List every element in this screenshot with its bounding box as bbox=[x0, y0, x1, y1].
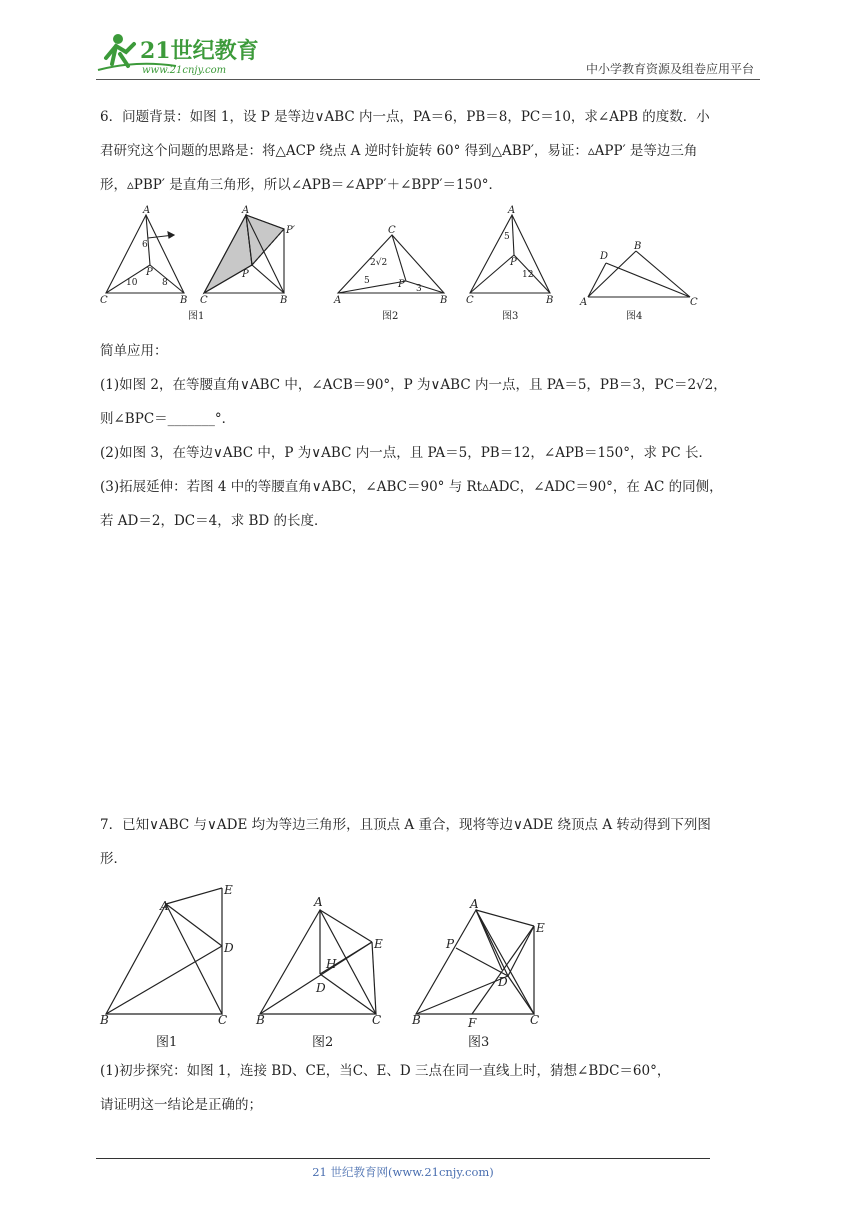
svg-text:B: B bbox=[180, 295, 188, 306]
svg-text:B: B bbox=[100, 1013, 109, 1027]
svg-text:D: D bbox=[498, 975, 508, 989]
svg-text:8: 8 bbox=[162, 278, 168, 288]
header-divider bbox=[96, 79, 760, 80]
svg-text:2√2: 2√2 bbox=[370, 258, 388, 268]
svg-text:A: A bbox=[508, 205, 516, 216]
svg-text:P: P bbox=[242, 269, 249, 280]
svg-text:B: B bbox=[546, 295, 554, 306]
svg-text:B: B bbox=[634, 241, 642, 252]
svg-text:B: B bbox=[256, 1013, 265, 1027]
svg-text:图3: 图3 bbox=[502, 311, 519, 322]
q7-figure-3 bbox=[411, 897, 545, 1050]
svg-text:C: C bbox=[388, 225, 396, 236]
svg-text:6: 6 bbox=[142, 240, 148, 250]
svg-text:P: P bbox=[446, 937, 455, 951]
q6-line1: 6．问题背景：如图 1，设 P 是等边∨ABC 内一点，PA＝6，PB＝8，PC＝10，求∠APB 的度数．小 bbox=[100, 109, 710, 125]
svg-text:www.21cnjy.com: www.21cnjy.com bbox=[142, 65, 227, 76]
svg-text:P′: P′ bbox=[286, 225, 295, 236]
q6-figure-1 bbox=[100, 205, 204, 322]
svg-text:C: C bbox=[690, 297, 698, 308]
svg-text:E: E bbox=[224, 883, 233, 897]
svg-text:5: 5 bbox=[364, 276, 370, 286]
q6-figure-2 bbox=[200, 205, 296, 306]
q6-figure-5 bbox=[579, 241, 698, 322]
q7-figures bbox=[96, 874, 556, 1054]
svg-text:图1: 图1 bbox=[188, 311, 205, 322]
svg-text:D: D bbox=[600, 251, 609, 262]
svg-text:图1: 图1 bbox=[156, 1035, 178, 1050]
svg-text:C: C bbox=[372, 1013, 382, 1027]
svg-text:B: B bbox=[440, 295, 448, 306]
q7-line2: 形． bbox=[100, 851, 127, 867]
svg-text:B: B bbox=[412, 1013, 421, 1027]
svg-text:P: P bbox=[146, 267, 153, 278]
svg-text:C: C bbox=[466, 295, 474, 306]
svg-text:C: C bbox=[530, 1013, 540, 1027]
svg-text:图3: 图3 bbox=[468, 1035, 490, 1050]
q7-line1: 7．已知∨ABC 与∨ADE 均为等边三角形，且顶点 A 重合，现将等边∨ADE 绕顶点 A 转动得到下列图 bbox=[100, 817, 711, 833]
svg-text:A: A bbox=[470, 897, 479, 911]
svg-text:A: A bbox=[143, 205, 151, 216]
footer-divider bbox=[96, 1158, 710, 1159]
svg-text:C: C bbox=[200, 295, 208, 306]
svg-text:H: H bbox=[326, 957, 337, 971]
svg-text:A: A bbox=[160, 899, 169, 913]
svg-text:21世纪教育: 21世纪教育 bbox=[140, 38, 259, 64]
q6-figures bbox=[96, 205, 716, 327]
q7-figure-1 bbox=[99, 883, 234, 1050]
q6-part1-line2: 则∠BPC＝_______°． bbox=[100, 411, 236, 427]
svg-text:C: C bbox=[100, 295, 108, 306]
svg-text:D: D bbox=[224, 941, 234, 955]
q7-part1-line1: (1)初步探究：如图 1，连接 BD、CE，当C、E、D 三点在同一直线上时，猜想∠BDC＝60°， bbox=[100, 1063, 671, 1079]
q7-figure-2 bbox=[255, 895, 383, 1050]
svg-text:5: 5 bbox=[504, 232, 510, 242]
q7-part1-line2: 请证明这一结论是正确的； bbox=[100, 1097, 262, 1113]
q6-figure-3 bbox=[333, 225, 447, 322]
svg-text:A: A bbox=[334, 295, 342, 306]
svg-text:D: D bbox=[316, 981, 326, 995]
svg-text:12: 12 bbox=[522, 270, 534, 280]
svg-text:E: E bbox=[536, 921, 545, 935]
svg-text:E: E bbox=[374, 937, 383, 951]
q6-part1-line1: (1)如图 2，在等腰直角∨ABC 中，∠ACB＝90°，P 为∨ABC 内一点，且 PA＝5，PB＝3，PC＝2√2， bbox=[100, 377, 727, 393]
svg-text:A: A bbox=[242, 205, 250, 216]
q6-part2: (2)如图 3，在等边∨ABC 中，P 为∨ABC 内一点，且 PA＝5，PB＝12，∠APB＝150°，求 PC 长． bbox=[100, 445, 712, 461]
svg-text:A: A bbox=[580, 297, 588, 308]
q6-line3: 形，▵PBP′ 是直角三角形，所以∠APB＝∠APP′＋∠BPP′＝150°． bbox=[100, 177, 503, 193]
q6-figure-4 bbox=[466, 205, 553, 322]
q6-line2: 君研究这个问题的思路是：将△ACP 绕点 A 逆时针旋转 60° 得到△ABP′，易证：▵APP′ 是等边三角 bbox=[100, 143, 698, 159]
svg-text:B: B bbox=[280, 295, 288, 306]
svg-text:P: P bbox=[398, 279, 405, 290]
svg-text:图2: 图2 bbox=[382, 311, 399, 322]
footer-text: 21 世纪教育网(www.21cnjy.com) bbox=[312, 1165, 494, 1179]
svg-text:F: F bbox=[468, 1016, 477, 1030]
page-header bbox=[96, 30, 760, 82]
svg-text:10: 10 bbox=[126, 278, 138, 288]
logo-21cnjy bbox=[96, 30, 266, 78]
svg-text:C: C bbox=[218, 1013, 228, 1027]
q6-part3-line1: (3)拓展延伸：若图 4 中的等腰直角∨ABC，∠ABC＝90° 与 Rt▵ADC，∠ADC＝90°，在 AC 的同侧， bbox=[100, 479, 723, 495]
site-tagline: 中小学教育资源及组卷应用平台 bbox=[585, 62, 754, 76]
svg-text:图2: 图2 bbox=[312, 1035, 334, 1050]
svg-text:图4: 图4 bbox=[626, 311, 643, 322]
svg-text:A: A bbox=[314, 895, 323, 909]
svg-text:3: 3 bbox=[416, 284, 422, 294]
q6-section-heading: 简单应用： bbox=[100, 343, 168, 359]
q6-part3-line2: 若 AD＝2，DC＝4，求 BD 的长度． bbox=[100, 513, 328, 529]
svg-text:P: P bbox=[510, 257, 517, 268]
